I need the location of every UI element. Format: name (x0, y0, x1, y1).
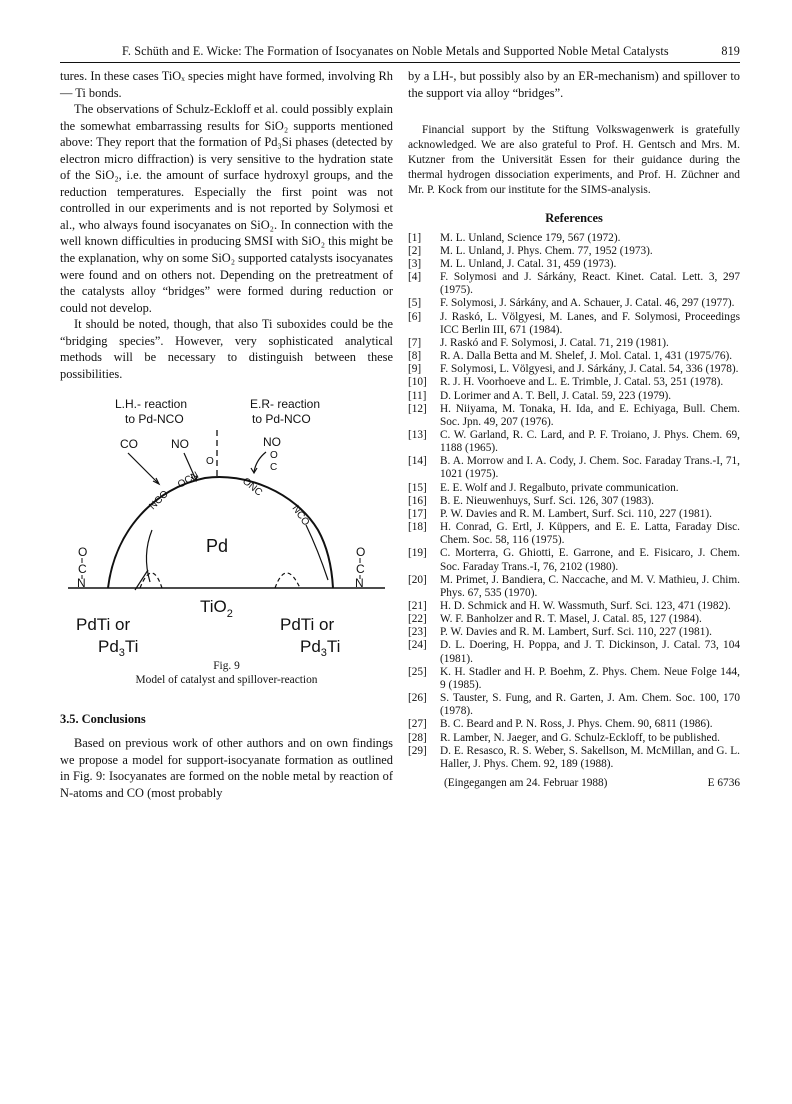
right-column (408, 68, 740, 791)
reference-text: R. Lamber, N. Jaeger, and G. Schulz-Eckloff, to be published. (440, 731, 720, 744)
section-heading: 3.5. Conclusions (60, 712, 146, 726)
reference-number: [7] (408, 336, 422, 349)
reference-number: [16] (408, 494, 427, 507)
reference-text: M. Primet, J. Bandiera, C. Naccache, and M. V. Mathieu, J. Chim. Phys. 67, 535 (1970). (440, 573, 740, 599)
reference-text: M. L. Unland, J. Phys. Chem. 77, 1952 (1973). (440, 244, 653, 257)
n-atom-label: N (355, 576, 364, 590)
nco-adsorbate: NCO (289, 503, 312, 528)
nco-adsorbate: OCN (176, 469, 201, 491)
nco-adsorbate: ONC (240, 475, 265, 499)
o-atom-label: O (78, 545, 88, 559)
reference-text: D. Lorimer and A. T. Bell, J. Catal. 59, 223 (1979). (440, 389, 672, 402)
alloy-bridge-left (140, 573, 162, 588)
reference-item (408, 718, 740, 731)
o-atom-label: O (356, 545, 366, 559)
alloy-label-left-2: $Pd_3Ti$ (98, 637, 139, 659)
reference-item (408, 271, 740, 297)
o-atom-label: O (206, 456, 214, 467)
reference-item (408, 350, 740, 363)
received-date: (Eingegangen am 24. Februar 1988) (444, 777, 608, 790)
reference-text: J. Raskó and F. Solymosi, J. Catal. 71, 219 (1981). (440, 336, 669, 349)
reference-item (408, 745, 740, 771)
reference-item (408, 495, 740, 508)
c-atom-label: C (270, 462, 278, 473)
alloy-label-left: PdTi or (76, 615, 131, 634)
reference-item (408, 232, 740, 245)
alloy-label-right-2: $Pd_3Ti$ (300, 637, 341, 659)
reference-text: F. Solymosi and J. Sárkány, React. Kinet. Catal. Lett. 3, 297 (1975). (440, 271, 740, 297)
c-atom-label: C (356, 562, 365, 576)
reference-text: M. L. Unland, J. Catal. 31, 459 (1973). (440, 257, 617, 270)
support-label: TiO$_2$ (200, 597, 233, 620)
reference-item (408, 455, 740, 481)
reference-number: [3] (408, 257, 422, 270)
references-heading: References (545, 211, 603, 226)
reference-text: B. C. Beard and P. N. Ross, J. Phys. Chem. 90, 6811 (1986). (440, 718, 713, 731)
pd-particle-outline (108, 477, 333, 588)
running-title: F. Schüth and E. Wicke: The Formation of Isocyanates on Noble Metals and Supported Noble Metal Catalysts (122, 44, 669, 58)
reference-number: [2] (408, 244, 422, 257)
reference-item (408, 732, 740, 745)
reference-text: C. W. Garland, R. C. Lard, and P. F. Troiano, J. Phys. Chem. 69, 1188 (1965). (440, 428, 740, 455)
reference-number: [18] (408, 521, 427, 534)
reference-list (408, 232, 740, 771)
reference-text: J. Raskó, L. Völgyesi, M. Lanes, and F. Solymosi, Proceedings ICC Berlin III, 671 (1984). (440, 310, 740, 336)
reference-text: H. Niiyama, M. Tonaka, H. Ida, and E. Echiyaga, Bull. Chem. Soc. Jpn. 49, 207 (1976). (440, 402, 740, 428)
reference-number: [15] (408, 481, 427, 494)
reference-number: [24] (408, 639, 427, 652)
alloy-bridge-right (275, 573, 300, 588)
reference-text: C. Morterra, G. Ghiotti, E. Garrone, and E. Fisicaro, J. Chem. Soc. Faraday Trans.-I, 76, 2102 (1980). (440, 547, 740, 573)
reference-item (408, 600, 740, 613)
co-arrow (128, 453, 158, 483)
alloy-label-right: PdTi or (280, 615, 335, 634)
paragraph: It should be noted, though, that also Ti suboxides could be the “bridging species”. However, very sophisticated analytical methods will be necessary to distinguish between these possibilities. (60, 317, 393, 381)
reference-text: F. Solymosi, L. Völgyesi, and J. Sárkány, J. Catal. 54, 336 (1978). (440, 363, 739, 376)
nco-adsorbate: NCO (147, 488, 171, 513)
paragraph: Based on previous work of other authors and on own findings we propose a model for support-isocyanate formation as outlined in Fig. 9: Isocyanates are formed on the noble metal by reaction of N-atoms and CO (most probably (60, 736, 393, 800)
paragraph: tures. In these cases TiOₓ species might have formed, involving Rh — Ti bonds. (60, 69, 393, 100)
reference-item (408, 363, 740, 376)
figure-caption: Model of catalyst and spillover-reaction (135, 674, 318, 686)
left-column (60, 68, 393, 382)
reference-text: H. Conrad, G. Ertl, J. Küppers, and E. E. Latta, Faraday Disc. Chem. Soc. 58, 116 (1975). (440, 521, 740, 547)
lh-reaction-label: L.H.- reaction (115, 397, 188, 411)
reference-text: K. H. Stadler and H. P. Boehm, Z. Phys. Chem. Neue Folge 144, 9 (1985). (440, 665, 740, 691)
reference-item (408, 258, 740, 271)
co-label: CO (120, 437, 138, 451)
reference-text: E. E. Wolf and J. Regalbuto, private communication. (440, 481, 679, 494)
reference-text: B. A. Morrow and I. A. Cody, J. Chem. Soc. Faraday Trans.-I, 71, 1021 (1975). (440, 455, 740, 481)
reference-item (408, 692, 740, 718)
reference-number: [29] (408, 744, 427, 757)
lh-reaction-label-2: to Pd-NCO (125, 412, 184, 426)
spillover-arrow-right (306, 525, 328, 580)
acknowledgement: Financial support by the Stiftung Volkswagenwerk is gratefully acknowledged. We are also grateful to Prof. H. Gentsch and Mrs. M. Kutzner from the Universität Essen for their guidance during the thermal hydrogen dissociation experiments, and Prof. H. Züchner and Mr. P. Kock from our institute for the SIMS-analysis. (408, 124, 740, 197)
er-reaction-label-2: to Pd-NCO (252, 412, 311, 426)
reference-text: P. W. Davies and R. M. Lambert, Surf. Sci. 110, 227 (1981). (440, 626, 712, 639)
manuscript-code: E 6736 (707, 777, 740, 790)
received-line (408, 775, 740, 791)
reference-number: [25] (408, 665, 427, 678)
reference-number: [13] (408, 428, 427, 441)
spillover-arrow-left-tail (135, 570, 148, 590)
reference-number: [8] (408, 350, 422, 363)
reference-text: R. A. Dalla Betta and M. Shelef, J. Mol. Catal. 1, 431 (1975/76). (440, 350, 733, 363)
reference-number: [12] (408, 402, 427, 415)
reference-item (408, 376, 740, 389)
reference-item (408, 390, 740, 403)
pd-label: Pd (206, 536, 229, 556)
reference-number: [6] (408, 310, 422, 323)
reference-number: [23] (408, 626, 427, 639)
reference-item (408, 429, 740, 455)
page-number: 819 (721, 44, 740, 58)
reference-item (408, 626, 740, 639)
reference-item (408, 508, 740, 521)
paragraph: by a LH-, but possibly also by an ER-mechanism) and spillover to the support via alloy “bridges”. (408, 69, 740, 100)
reference-text: W. F. Banholzer and R. T. Masel, J. Catal. 85, 127 (1984). (440, 613, 702, 626)
reference-number: [9] (408, 363, 422, 376)
reference-text: F. Solymosi, J. Sárkány, and A. Schauer, J. Catal. 46, 297 (1977). (440, 297, 735, 310)
reference-item (408, 666, 740, 692)
reference-number: [28] (408, 731, 427, 744)
reference-number: [26] (408, 692, 427, 705)
reference-item (408, 639, 740, 665)
n-atom-label: N (77, 576, 86, 590)
reference-number: [4] (408, 271, 422, 284)
reference-item (408, 482, 740, 495)
running-head (60, 40, 740, 63)
figure-number: Fig. 9 (213, 660, 240, 672)
reference-text: R. J. H. Voorhoeve and L. E. Trimble, J. Catal. 53, 251 (1978). (440, 376, 724, 389)
reference-number: [1] (408, 231, 422, 244)
no-label-right: NO (263, 435, 281, 449)
reference-text: M. L. Unland, Science 179, 567 (1972). (440, 231, 621, 244)
reference-text: P. W. Davies and R. M. Lambert, Surf. Sci. 110, 227 (1981). (440, 507, 712, 520)
reference-text: H. D. Schmick and H. W. Wassmuth, Surf. Sci. 123, 471 (1982). (440, 600, 731, 613)
no-label-left: NO (171, 437, 189, 451)
reference-text: S. Tauster, S. Fung, and R. Garten, J. Am. Chem. Soc. 100, 170 (1978). (440, 692, 740, 718)
reference-number: [21] (408, 600, 427, 613)
conclusions-body (60, 735, 393, 801)
reference-text: D. L. Doering, H. Poppa, and J. T. Dickinson, J. Catal. 73, 104 (1981). (440, 639, 740, 665)
reference-number: [20] (408, 573, 427, 586)
figure-9 (60, 380, 393, 690)
reference-number: [19] (408, 547, 427, 560)
paragraph: The observations of Schulz-Eckloff et al. could possibly explain the somewhat embarrassing results for SiO₂ supports mentioned above: They report that the formation of Pd₃Si phases (detected by electron micro diffraction) is very sensitive to the hydration state of the SiO₂, i.e. the amount of surface hydroxyl groups, and the reduction temperatures. Especially the first point was not controlled in our experiments and is not reported by Solymosi et al., who always found isocyanates on SiO₂. In connection with the well known difficulties in producing SMSI with SiO₂ this might be the explanation, why on some SiO₂ supported catalysts isocyanates were found and on others not. Depending on the pretreatment of the catalysts alloy “bridges” were formed during reduction or could not develop. (60, 102, 393, 315)
c-atom-label: C (78, 562, 87, 576)
catalyst-model-diagram (60, 380, 393, 660)
reference-text: D. E. Resasco, R. S. Weber, S. Sakellson, M. McMillan, and G. L. Haller, J. Phys. Chem. 92, 189 (1988). (440, 744, 740, 770)
reference-item (408, 403, 740, 429)
reference-number: [5] (408, 297, 422, 310)
reference-item (408, 337, 740, 350)
o-atom-label: O (270, 450, 278, 461)
reference-number: [22] (408, 613, 427, 626)
er-reaction-label: E.R- reaction (250, 397, 321, 411)
reference-item (408, 297, 740, 310)
reference-item (408, 245, 740, 258)
reference-number: [14] (408, 455, 427, 468)
reference-item (408, 311, 740, 337)
reference-number: [17] (408, 507, 427, 520)
reference-item (408, 574, 740, 600)
reference-item (408, 521, 740, 547)
reference-item (408, 547, 740, 573)
reference-number: [11] (408, 389, 427, 402)
reference-number: [27] (408, 718, 427, 731)
reference-number: [10] (408, 376, 427, 389)
reference-item (408, 613, 740, 626)
reference-text: B. E. Nieuwenhuys, Surf. Sci. 126, 307 (1983). (440, 494, 654, 507)
